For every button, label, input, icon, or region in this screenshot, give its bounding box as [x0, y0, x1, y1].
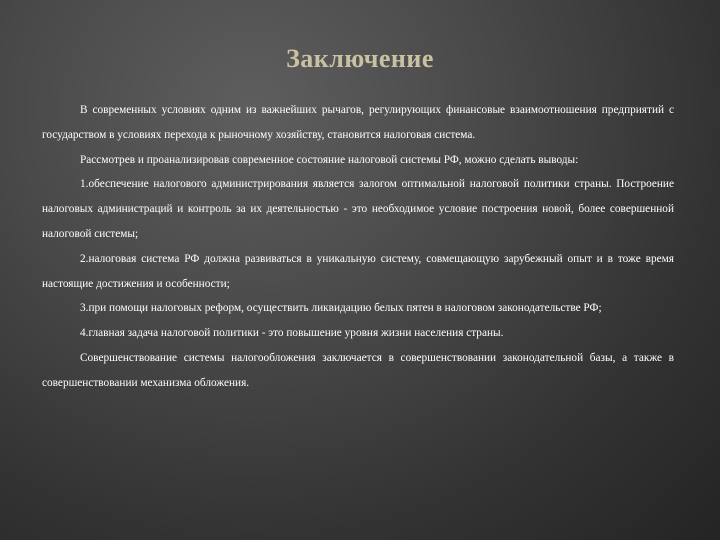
- paragraph-point-4: 4.главная задача налоговой политики - это повышение уровня жизни населения страны.: [80, 327, 504, 340]
- paragraph-intro: В современных условиях одним из важнейших рычагов, регулирующих финансовые взаимоотношения предприятий с государством в условиях перехода к рыночному хозяйству, становится налоговая система.: [42, 104, 674, 141]
- paragraph-point-2: 2.налоговая система РФ должна развиваться в уникальную систему, совмещающую зарубежный опыт и в тоже время настоящие достижения и особенности;: [42, 252, 674, 290]
- slide-title: Заключение: [286, 44, 434, 73]
- paragraph-point-3: 3.при помощи налоговых реформ, осуществить ликвидацию белых пятен в налоговом законодательстве РФ;: [80, 302, 602, 315]
- paragraph-summary: Совершенствование системы налогообложения заключается в совершенствовании законодательной базы, а также в совершенствовании механизма обложения.: [42, 351, 674, 389]
- slide-body: [42, 98, 674, 396]
- paragraph-conclusions-lead: Рассмотрев и проанализировав современное состояние налоговой системы РФ, можно сделать выводы:: [80, 153, 579, 166]
- paragraph-point-1: 1.обеспечение налогового администрирования является залогом оптимальной налоговой политики страны. Построение налоговых администраций и контроль за их деятельностью - это необходимое условие построения новой, более совершенной налоговой системы;: [42, 178, 674, 240]
